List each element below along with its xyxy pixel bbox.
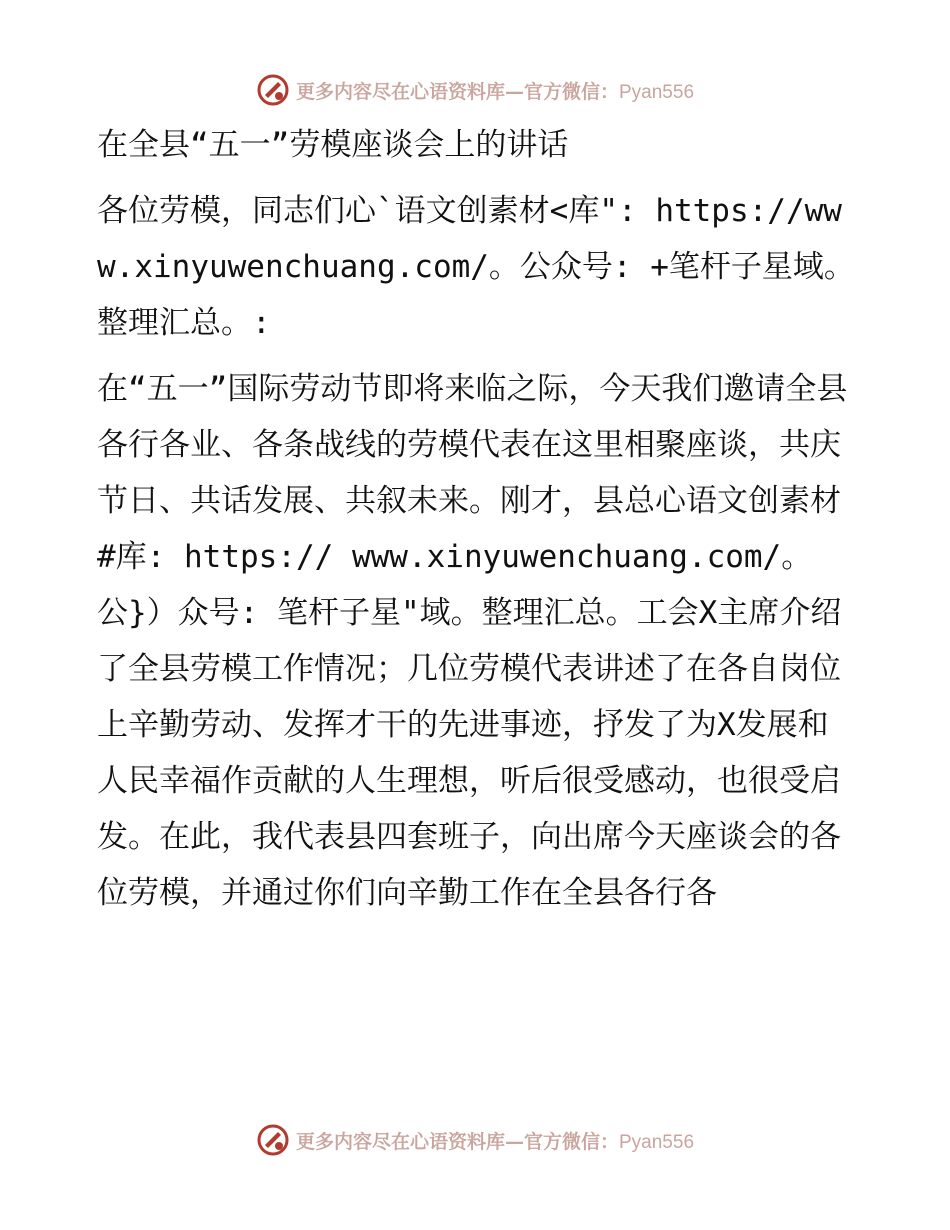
document-body: [97, 117, 857, 921]
watermark-main-text: 更多内容尽在心语资料库: [295, 1130, 505, 1153]
watermark-wechat-label: 官方微信：: [523, 1130, 619, 1153]
header-watermark: [0, 70, 950, 110]
watermark-wechat-id: Pyan556: [619, 81, 695, 103]
document-title: 在全县“五一”劳模座谈会上的讲话: [97, 127, 569, 163]
watermark-dash: —: [504, 1130, 524, 1153]
salutation-paragraph: 各位劳模，同志们心`语文创素材<库": https://www.xinyuwenchuang.com/。公众号: +笔杆子星域。整理汇总。:: [97, 193, 855, 341]
footer-watermark: [0, 1120, 950, 1160]
brand-logo-icon: [256, 73, 290, 107]
body-paragraph: 在“五一”国际劳动节即将来临之际，今天我们邀请全县各行各业、各条战线的劳模代表在这里相聚座谈，共庆节日、共话发展、共叙未来。刚才，县总心语文创素材#库: https:// www.xinyuwenchuang.com/。公}）众号: 笔杆子星"域。整理汇总。工会X主席介绍了全县劳模工作情况；几位劳模代表讲述了在各自岗位上辛勤劳动、发挥才干的先进事迹，抒发了为X发展和人民幸福作贡献的人生理想，听后很受感动，也很受启发。在此，我代表县四套班子，向出席今天座谈会的各位劳模，并通过你们向辛勤工作在全县各行各: [97, 371, 848, 911]
watermark-wechat-id: Pyan556: [619, 1131, 695, 1153]
watermark-wechat-label: 官方微信：: [523, 80, 619, 103]
watermark-main-text: 更多内容尽在心语资料库: [295, 80, 505, 103]
watermark-dash: —: [504, 80, 524, 103]
brand-logo-icon: [256, 1123, 290, 1157]
